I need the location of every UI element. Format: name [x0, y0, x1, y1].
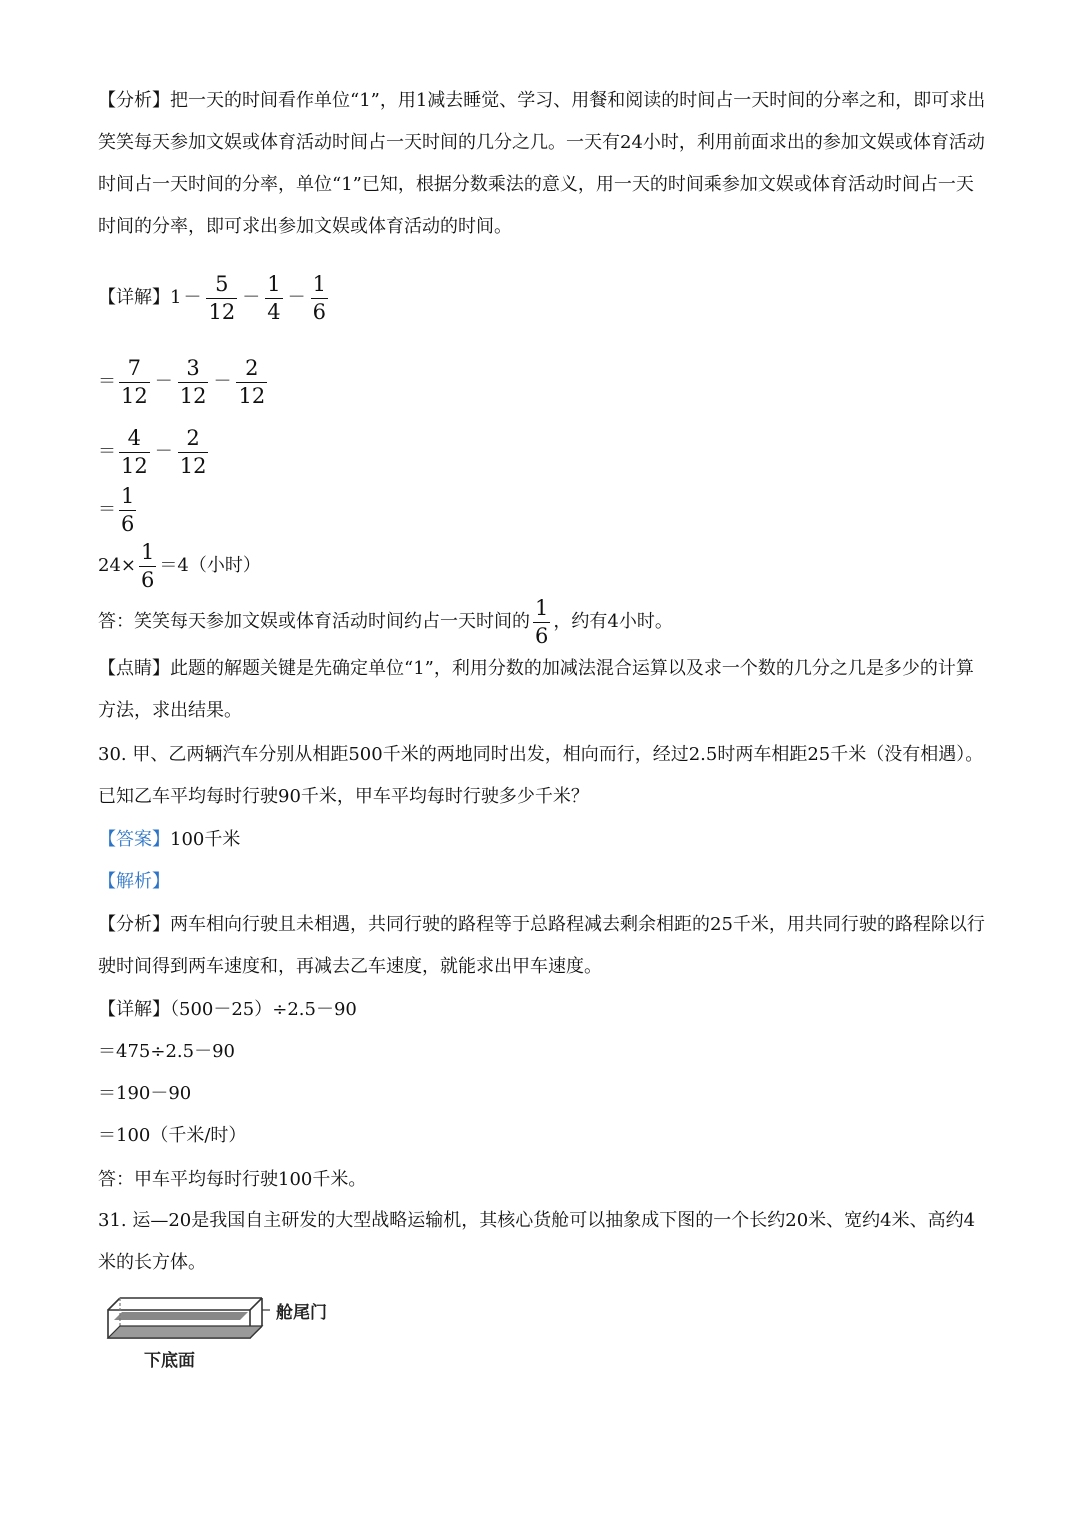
analysis-paragraph: 【分析】把一天的时间看作单位“1”，用1减去睡觉、学习、用餐和阅读的时间占一天时间的分率之和，即可求出笑笑每天参加文娱或体育活动时间占一天时间的几分之几。一天有24小时，利用前面求出的参加文娱或体育活动时间占一天时间的分率，单位“1”已知，根据分数乘法的意义，用一天的时间乘参加文娱或体育活动时间占一天时间的分率，即可求出参加文娱或体育活动的时间。	[98, 90, 986, 237]
jiexi-label: 【解析】	[98, 871, 170, 892]
detail-30-line-1: 【详解】（500－25）÷2.5－90	[98, 999, 357, 1020]
detail-line-4: ＝ $\frac{1}{6}$	[98, 483, 135, 536]
cuboid-drawing	[100, 1290, 270, 1346]
fraction: $\frac{1}{6}$	[141, 539, 155, 592]
answer-line: 答：笑笑每天参加文娱或体育活动时间约占一天时间的 $\frac{1}{6}$ ，约有4小时。	[98, 595, 673, 648]
bottom-face-label: 下底面	[144, 1351, 195, 1371]
detail-line-2: ＝ $\frac{7}{12}$ － $\frac{3}{12}$ － $\frac{2}{12}$	[98, 355, 266, 408]
question-30: 30. 甲、乙两辆汽车分别从相距500千米的两地同时出发，相向而行，经过2.5时两车相距25千米（没有相遇）。已知乙车平均每时行驶90千米，甲车平均每时行驶多少千米？	[98, 744, 984, 807]
analysis-30: 【分析】两车相向行驶且未相遇，共同行驶的路程等于总路程减去剩余相距的25千米，用共同行驶的路程除以行驶时间得到两车速度和，再减去乙车速度，就能求出甲车速度。	[98, 914, 985, 977]
detail-30-line-3: ＝190－90	[98, 1083, 192, 1104]
fraction: $\frac{3}{12}$	[179, 355, 207, 408]
detail-line-3: ＝ $\frac{4}{12}$ － $\frac{2}{12}$	[98, 425, 207, 478]
answer-value: 100千米	[170, 829, 241, 850]
answer-30-final: 答：甲车平均每时行驶100千米。	[98, 1169, 367, 1190]
fraction: $\frac{4}{12}$	[121, 425, 148, 478]
fraction: $\frac{7}{12}$	[121, 355, 148, 408]
comment-paragraph: 【点睛】此题的解题关键是先确定单位“1”，利用分数的加减法混合运算以及求一个数的几分之几是多少的计算方法，求出结果。	[98, 658, 974, 721]
detail-line-1: 【详解】 1 － $\frac{5}{12}$ － $\frac{1}{4}$ － $\frac{1}{6}$	[98, 271, 326, 324]
question-31: 31. 运—20是我国自主研发的大型战略运输机，其核心货舱可以抽象成下图的一个长约20米、宽约4米、高约4米的长方体。	[98, 1210, 976, 1273]
tail-door-label: 舱尾门	[276, 1303, 327, 1323]
cuboid-figure	[100, 1290, 360, 1370]
jiexi-30	[98, 866, 170, 898]
answer-label: 【答案】	[98, 829, 170, 850]
fraction: $\frac{1}{6}$	[535, 595, 549, 648]
fraction: $\frac{2}{12}$	[238, 355, 266, 408]
detail-label: 【详解】	[98, 287, 170, 308]
detail-30-line-4: ＝100（千米/时）	[98, 1125, 247, 1146]
answer-30	[98, 824, 240, 856]
fraction: $\frac{2}{12}$	[179, 425, 207, 478]
detail-30-line-2: ＝475÷2.5－90	[98, 1041, 235, 1062]
fraction: $\frac{1}{4}$	[267, 271, 281, 324]
fraction: $\frac{5}{12}$	[208, 271, 236, 324]
fraction: $\frac{1}{6}$	[121, 483, 135, 536]
detail-line-5: 24× $\frac{1}{6}$ ＝4（小时）	[98, 539, 261, 592]
fraction: $\frac{1}{6}$	[312, 271, 326, 324]
